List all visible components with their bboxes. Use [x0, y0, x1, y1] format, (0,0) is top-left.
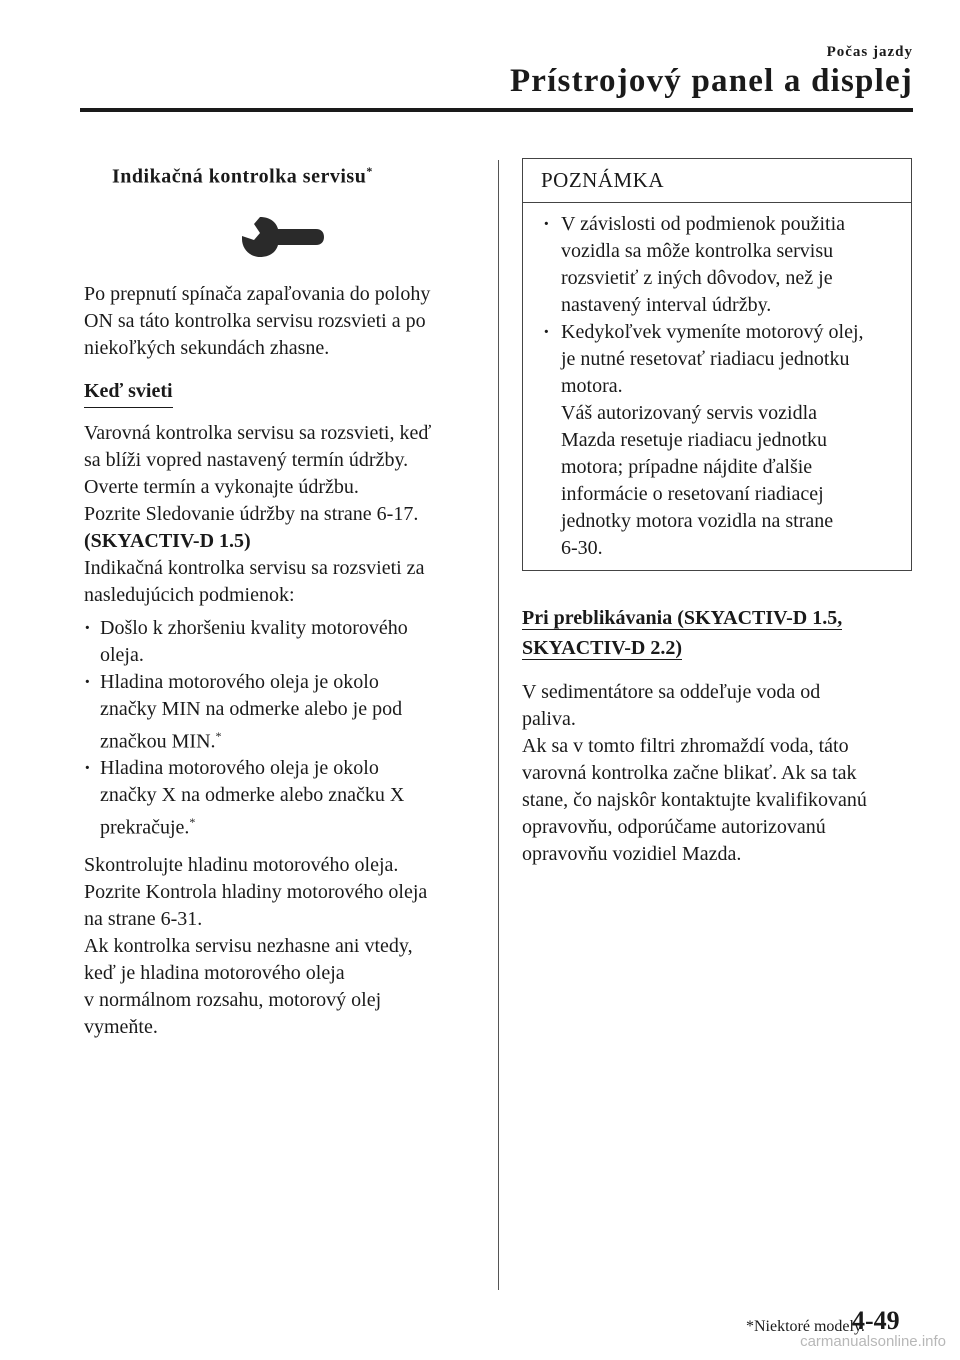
text-line: sa blíži vopred nastavený termín údržby. [84, 448, 409, 471]
text-fragment: prekračuje. [100, 816, 190, 839]
text-line: · Hladina motorového oleja je okolo [100, 670, 379, 693]
watermark: carmanualsonline.info [800, 1333, 946, 1350]
text-line: nastavený interval údržby. [561, 294, 772, 316]
text-line: niekoľkých sekundách zhasne. [84, 336, 330, 359]
text-line: informácie o resetovaní riadiacej [561, 483, 824, 505]
text-line: rozsvietiť z iných dôvodov, než je [561, 267, 833, 289]
wrench-icon [230, 209, 478, 273]
text-line: Skontrolujte hladinu motorového oleja. [84, 853, 399, 876]
text-line: motora; prípadne nájdite ďalšie [561, 456, 813, 478]
section-title [112, 158, 478, 191]
text-line: značky MIN na odmerke alebo je pod [100, 697, 403, 720]
text-line: Ak kontrolka servisu nezhasne ani vtedy, [84, 934, 413, 957]
optional-mark: * [366, 164, 373, 178]
lit-paragraph [84, 420, 478, 609]
text-line: stane, čo najskôr kontaktujte kvalifikovanú [522, 789, 867, 811]
when-lit-heading: Keď svieti [84, 378, 173, 408]
optional-mark: * [189, 815, 196, 830]
text-line: · Kedykoľvek vymeníte motorový olej, [561, 321, 864, 343]
condition-list [84, 615, 478, 842]
text-line: opravovňu vozidiel Mazda. [522, 843, 742, 865]
page-number: 4-49 [852, 1306, 900, 1335]
column-divider [498, 160, 499, 1290]
text-line: Indikačná kontrolka servisu sa rozsvieti za [84, 556, 425, 579]
text-line: motora. [561, 375, 623, 397]
text-line: · Hladina motorového oleja je okolo [100, 757, 379, 780]
text-line: Pozrite Kontrola hladiny motorového oleja [84, 880, 428, 903]
note-title: POZNÁMKA [523, 159, 911, 203]
note-item [541, 211, 897, 319]
text-line: je nutné resetovať riadiacu jednotku [561, 348, 850, 370]
heading-line: Pri preblikávania (SKYACTIV-D 1.5, [522, 607, 843, 629]
text-line: na strane 6-31. [84, 907, 203, 930]
check-paragraph [84, 852, 478, 1041]
text-line: Ak sa v tomto filtri zhromaždí voda, táto [522, 735, 849, 757]
text-line [100, 809, 478, 842]
text-line: · Došlo k zhoršeniu kvality motorového [100, 616, 408, 639]
text-line: paliva. [522, 708, 576, 730]
text-line: opravovňu, odporúčame autorizovanú [522, 816, 826, 838]
text-line: Mazda resetuje riadiacu jednotku [561, 429, 827, 451]
text-line: Váš autorizovaný servis vozidla [561, 402, 818, 424]
text-line: značky X na odmerke alebo značku X [100, 784, 405, 807]
text-line: · V závislosti od podmienok použitia [561, 213, 846, 235]
text-line: Overte termín a vykonajte údržbu. [84, 475, 359, 498]
heading-line: SKYACTIV-D 2.2) [522, 637, 683, 659]
section-label: Počas jazdy [826, 44, 913, 60]
section-title-text: Indikačná kontrolka servisu [112, 165, 367, 188]
note-item [541, 319, 897, 562]
text-line: 6-30. [561, 537, 603, 559]
note-body [523, 203, 911, 570]
text-line: varovná kontrolka začne blikať. Ak sa tak [522, 762, 857, 784]
model-label: (SKYACTIV-D 1.5) [84, 529, 251, 552]
chapter-title: Prístrojový panel a displej [509, 63, 913, 99]
text-line: ON sa táto kontrolka servisu rozsvieti a po [84, 309, 426, 332]
blinking-heading [522, 603, 914, 663]
right-column [522, 158, 914, 868]
text-line: keď je hladina motorového oleja [84, 961, 345, 984]
text-line: Po prepnutí spínača zapaľovania do polohy [84, 282, 431, 305]
text-line: jednotky motora vozidla na strane [561, 510, 834, 532]
text-line [100, 723, 478, 756]
footnote: *Niektoré modely. [746, 1318, 865, 1335]
text-line: V sedimentátore sa oddeľuje voda od [522, 681, 821, 703]
text-line: vozidla sa môže kontrolka servisu [561, 240, 834, 262]
text-line: nasledujúcich podmienok: [84, 583, 295, 606]
header-rule [80, 108, 913, 112]
intro-paragraph [84, 281, 478, 362]
text-line: vymeňte. [84, 1015, 158, 1038]
text-fragment: značkou MIN. [100, 730, 216, 753]
list-item [84, 755, 478, 842]
list-item [84, 669, 478, 756]
note-box [522, 158, 912, 571]
optional-mark: * [215, 728, 222, 743]
list-item [84, 615, 478, 669]
text-line: oleja. [100, 643, 144, 666]
text-line: v normálnom rozsahu, motorový olej [84, 988, 382, 1011]
blinking-paragraph [522, 679, 914, 868]
left-column [84, 158, 478, 1041]
text-line: Varovná kontrolka servisu sa rozsvieti, keď [84, 421, 432, 444]
text-line: Pozrite Sledovanie údržby na strane 6-17. [84, 502, 419, 525]
